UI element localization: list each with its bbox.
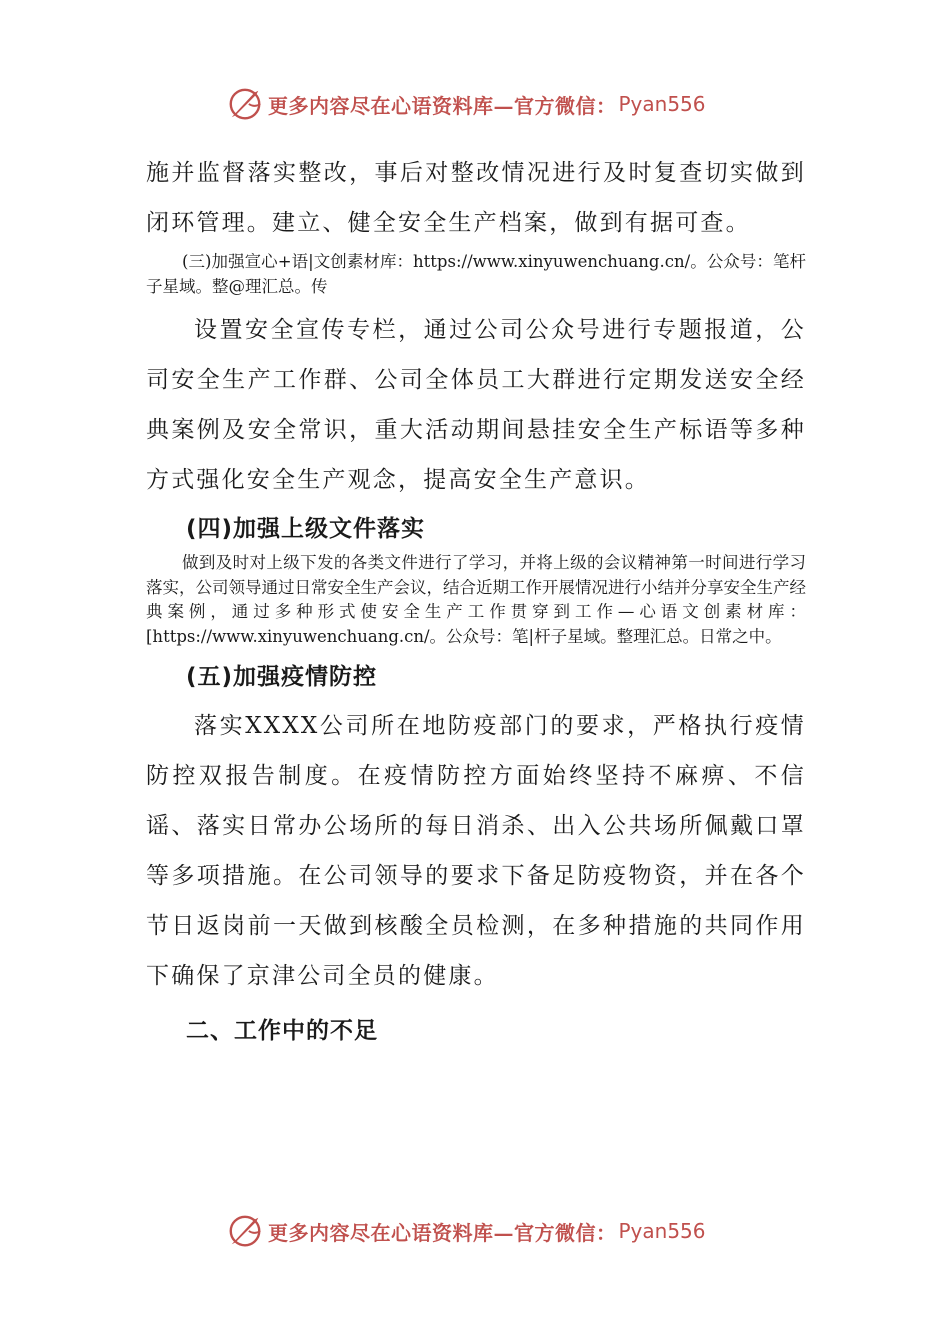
heading-5: (五)加强疫情防控 — [186, 664, 378, 690]
banner-wechat-id: Pyan556 — [618, 92, 706, 116]
paragraph-publicity: 设置安全宣传专栏，通过公司公众号进行专题报道，公司安全生产工作群、公司全体员工大群进行定期发送安全经典案例及安全常识，重大活动期间悬挂安全生产标语等多种方式强化安全生产观念，提高安全生产意识。 — [146, 317, 806, 493]
footer-banner-text: 更多内容尽在心语资料库—官方微信： — [268, 1220, 617, 1245]
section-heading-2: 二、工作中的不足 — [186, 1018, 378, 1044]
quill-pen-logo-icon — [226, 1212, 264, 1250]
document-body — [146, 148, 806, 1047]
quill-pen-logo-icon — [226, 85, 264, 123]
banner-text: 更多内容尽在心语资料库—官方微信： — [268, 93, 617, 118]
paragraph-documents: 做到及时对上级下发的各类文件进行了学习，并将上级的会议精神第一时间进行学习落实，公司领导通过日常安全生产会议，结合近期工作开展情况进行小结并分享安全生产经典案例，通过多种形式使安全生产工作贯穿到工作—心语文创素材库：[https://www.xinyuwenchuang.cn/。公众号：笔|杆子星域。整理汇总。日常之中。 — [146, 553, 806, 646]
paragraph-watermark-heading-3: (三)加强宣心+语|文创素材库：https://www.xinyuwenchuang.cn/。公众号：笔杆子星域。整@理汇总。传 — [146, 252, 806, 296]
footer-banner-wechat-id: Pyan556 — [618, 1219, 706, 1243]
paragraph-epidemic: 落实XXXX公司所在地防疫部门的要求，严格执行疫情防控双报告制度。在疫情防控方面始终坚持不麻痹、不信谣、落实日常办公场所的每日消杀、出入公共场所佩戴口罩等多项措施。在公司领导的要求下备足防疫物资，并在各个节日返岗前一天做到核酸全员检测，在多种措施的共同作用下确保了京津公司全员的健康。 — [146, 713, 806, 989]
footer-banner — [226, 1211, 706, 1251]
paragraph-continuation: 施并监督落实整改，事后对整改情况进行及时复查切实做到闭环管理。建立、健全安全生产档案，做到有据可查。 — [146, 160, 806, 236]
heading-4: (四)加强上级文件落实 — [186, 516, 426, 542]
header-banner — [226, 84, 706, 124]
